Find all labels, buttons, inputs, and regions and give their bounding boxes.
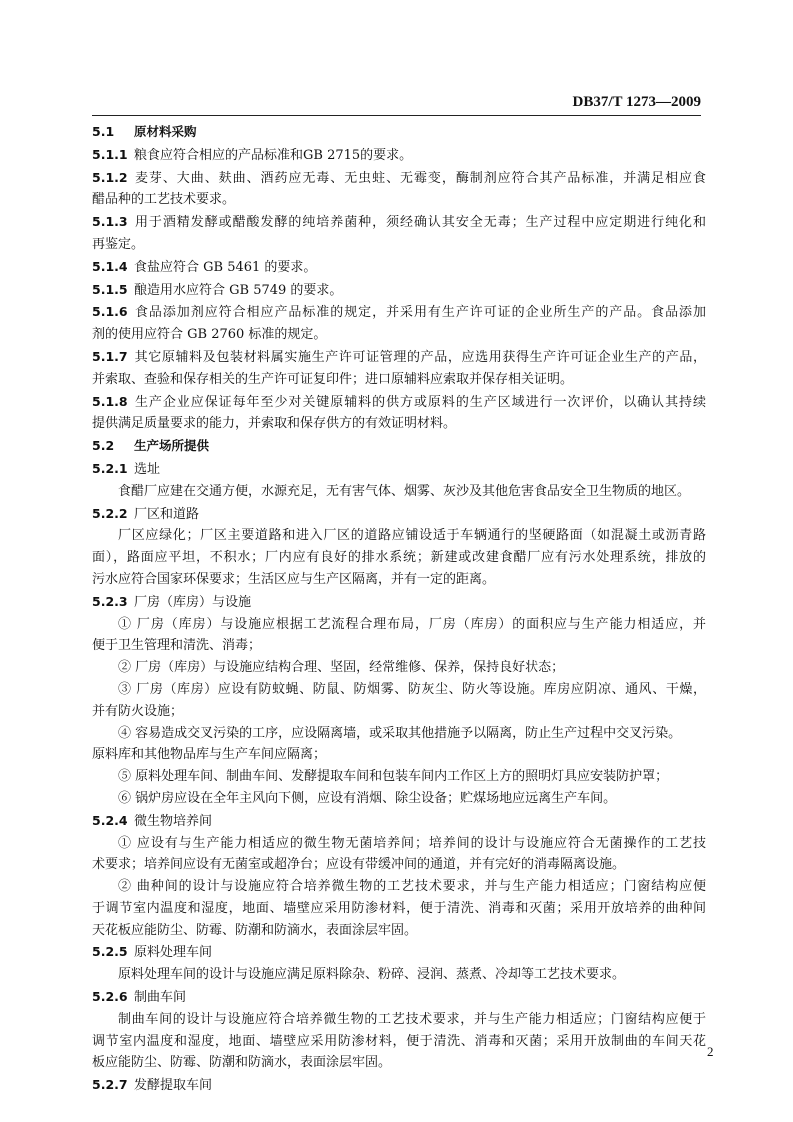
clause-text: ② 曲种间的设计与设施应符合培养微生物的工艺技术要求，并与生产能力相适应；门窗结构应便: [118, 879, 706, 895]
clause-text: 原料处理车间: [134, 945, 213, 961]
text-line: [92, 788, 706, 810]
text-line: [92, 701, 706, 723]
clause-line: [92, 591, 706, 614]
clause-number: 5.1.8: [92, 393, 128, 409]
text-line: [92, 876, 706, 898]
text-line: [92, 1031, 706, 1053]
text-line: [92, 1052, 706, 1074]
section-heading: [92, 121, 706, 144]
clause-text: ① 应设有与生产能力相适应的微生物无菌培养间；培养间的设计与设施应符合无菌操作的工艺技: [118, 835, 706, 851]
clause-text: 食盐应符合 GB 5461 的要求。: [134, 259, 317, 275]
clause-text: ① 厂房（库房）与设施应根据工艺流程合理布局，厂房（库房）的面积应与生产能力相适应，并: [118, 616, 706, 632]
text-line: [92, 234, 706, 256]
clause-line: [92, 986, 706, 1009]
clause-text: 便于卫生管理和清洗、消毒；: [92, 638, 262, 654]
clause-text: 粮食应符合相应的产品标准和GB 2715的要求。: [134, 147, 413, 163]
clause-text: 天花板应能防尘、防霉、防潮和防滴水，表面涂层牢固。: [92, 922, 418, 938]
clause-text: 原料处理车间的设计与设施应满足原料除杂、粉碎、浸润、蒸煮、冷却等工艺技术要求。: [118, 967, 626, 983]
clause-text: 原料库和其他物品库与生产车间应隔离；: [92, 747, 327, 763]
clause-text: 微生物培养间: [134, 813, 213, 829]
clause-line: [92, 391, 706, 414]
clause-text: 厂区和道路: [134, 506, 200, 522]
text-line: [92, 744, 706, 766]
clause-number: 5.1.1: [92, 146, 128, 162]
clause-line: [92, 503, 706, 526]
clause-text: 并有防火设施；: [92, 703, 184, 719]
clause-line: [92, 458, 706, 481]
clause-text: 食醋厂应建在交通方便，水源充足，无有害气体、烟雾、灰沙及其他危害食品安全卫生物质的地区。: [118, 483, 691, 499]
clause-line: [92, 941, 706, 964]
text-line: [92, 833, 706, 855]
clause-line: [92, 211, 706, 234]
text-line: [92, 614, 706, 636]
clause-text: 制曲车间的设计与设施应符合培养微生物的工艺技术要求，并与生产能力相适应；门窗结构应便于: [118, 1011, 706, 1027]
clause-text: 制曲车间: [134, 990, 187, 1006]
document-body: [92, 121, 706, 1097]
clause-number: 5.2.5: [92, 944, 128, 960]
clause-text: 生产企业应保证每年至少对关键原辅料的供方或原料的生产区域进行一次评价，以确认其持续: [134, 394, 706, 410]
clause-number: 5.2.1: [92, 460, 128, 476]
clause-number: 5.1.7: [92, 348, 128, 364]
clause-text: 厂房（库房）与设施: [134, 594, 252, 610]
text-line: [92, 898, 706, 920]
clause-text: 麦芽、大曲、麸曲、酒药应无毒、无虫蛀、无霉变，酶制剂应符合其产品标准，并满足相应食: [134, 170, 706, 186]
clause-text: 术要求；培养间应设有无菌室或超净台；应设有带缓冲间的通道，并有完好的消毒隔离设施。: [92, 857, 626, 873]
clause-number: 5.1.2: [92, 169, 128, 185]
clause-text: 提供满足质量要求的能力，并索取和保存供方的有效证明材料。: [92, 416, 457, 432]
clause-number: 5.2.3: [92, 593, 128, 609]
header-rule: [92, 115, 701, 116]
clause-number: 5.2.6: [92, 989, 128, 1005]
text-line: [92, 920, 706, 942]
text-line: [92, 679, 706, 701]
text-line: [92, 854, 706, 876]
clause-number: 5.1.4: [92, 258, 128, 274]
clause-number: 5.2.2: [92, 505, 128, 521]
text-line: [92, 964, 706, 986]
text-line: [92, 324, 706, 346]
page-number: 2: [707, 1044, 714, 1059]
clause-text: 于调节室内温度和湿度，地面、墙壁应采用防渗材料，便于清洗、消毒和灭菌；采用开放培养的曲种间: [92, 900, 706, 916]
section-title: 生产场所提供: [134, 438, 210, 454]
clause-number: 5.1.3: [92, 214, 128, 230]
clause-line: [92, 167, 706, 190]
clause-line: [92, 279, 706, 302]
text-line: [92, 766, 706, 788]
clause-line: [92, 346, 706, 369]
section-heading: [92, 435, 706, 458]
clause-line: [92, 1074, 706, 1097]
text-line: [92, 481, 706, 503]
clause-text: 板应能防尘、防霉、防潮和防滴水，表面涂层牢固。: [92, 1055, 392, 1071]
text-line: [92, 635, 706, 657]
clause-text: 并索取、查验和保存相关的生产许可证复印件；进口原辅料应索取并保存相关证明。: [92, 371, 574, 387]
clause-number: 5.2.7: [92, 1077, 128, 1093]
clause-number: 5.1.5: [92, 281, 128, 297]
clause-text: 醋品种的工艺技术要求。: [92, 192, 236, 208]
clause-text: 厂区应绿化；厂区主要道路和进入厂区的道路应铺设适于车辆通行的坚硬路面（如混凝土或沥青路: [118, 528, 706, 544]
clause-text: 面），路面应平坦，不积水；厂内应有良好的排水系统；新建或改建食醋厂应有污水处理系统，排放的: [92, 550, 706, 566]
text-line: [92, 569, 706, 591]
text-line: [92, 369, 706, 391]
clause-text: ⑤ 原料处理车间、制曲车间、发酵提取车间和包装车间内工作区上方的照明灯具应安装防护罩；: [118, 769, 669, 785]
clause-text: ③ 厂房（库房）应设有防蚊蝇、防鼠、防烟雾、防灰尘、防火等设施。库房应阴凉、通风、干燥，: [118, 681, 706, 697]
clause-number: 5.2.4: [92, 812, 128, 828]
clause-number: 5.1: [92, 124, 115, 139]
clause-text: 调节室内温度和湿度，地面、墙壁应采用防渗材料，便于清洗、消毒和灭菌；采用开放制曲的车间天花: [92, 1033, 706, 1049]
clause-line: [92, 256, 706, 279]
clause-text: 其它原辅料及包装材料属实施生产许可证管理的产品，应选用获得生产许可证企业生产的产品，: [134, 349, 706, 365]
clause-text: 剂的使用应符合 GB 2760 标准的规定。: [92, 327, 327, 343]
clause-text: ④ 容易造成交叉污染的工序，应设隔离墙，或采取其他措施予以隔离，防止生产过程中交叉污染。: [118, 725, 682, 741]
clause-number: 5.1.6: [92, 304, 128, 320]
text-line: [92, 189, 706, 211]
clause-text: 发酵提取车间: [134, 1078, 213, 1094]
text-line: [92, 723, 706, 745]
section-title: 原材料采购: [134, 124, 197, 139]
clause-text: ⑥ 锅炉房应设在全年主风向下侧，应设有消烟、除尘设备；贮煤场地应远离生产车间。: [118, 790, 617, 806]
clause-text: 酿造用水应符合 GB 5749 的要求。: [134, 282, 343, 298]
clause-text: 选址: [134, 461, 161, 477]
clause-text: 用于酒精发酵或醋酸发酵的纯培养菌种，须经确认其安全无毒；生产过程中应定期进行纯化和: [134, 215, 706, 231]
clause-line: [92, 144, 706, 167]
text-line: [92, 525, 706, 547]
clause-text: 食品添加剂应符合相应产品标准的规定，并采用有生产许可证的企业所生产的产品。食品添加: [134, 305, 706, 321]
clause-text: ② 厂房（库房）与设施应结构合理、坚固，经常维修、保养，保持良好状态；: [118, 660, 565, 676]
clause-line: [92, 301, 706, 324]
document-code: DB37/T 1273—2009: [572, 94, 701, 110]
text-line: [92, 1009, 706, 1031]
text-line: [92, 413, 706, 435]
clause-line: [92, 810, 706, 833]
clause-text: 污水应符合国家环保要求；生活区应与生产区隔离，并有一定的距离。: [92, 571, 496, 587]
clause-number: 5.2: [92, 438, 115, 454]
clause-text: 再鉴定。: [92, 236, 145, 252]
text-line: [92, 657, 706, 679]
text-line: [92, 547, 706, 569]
